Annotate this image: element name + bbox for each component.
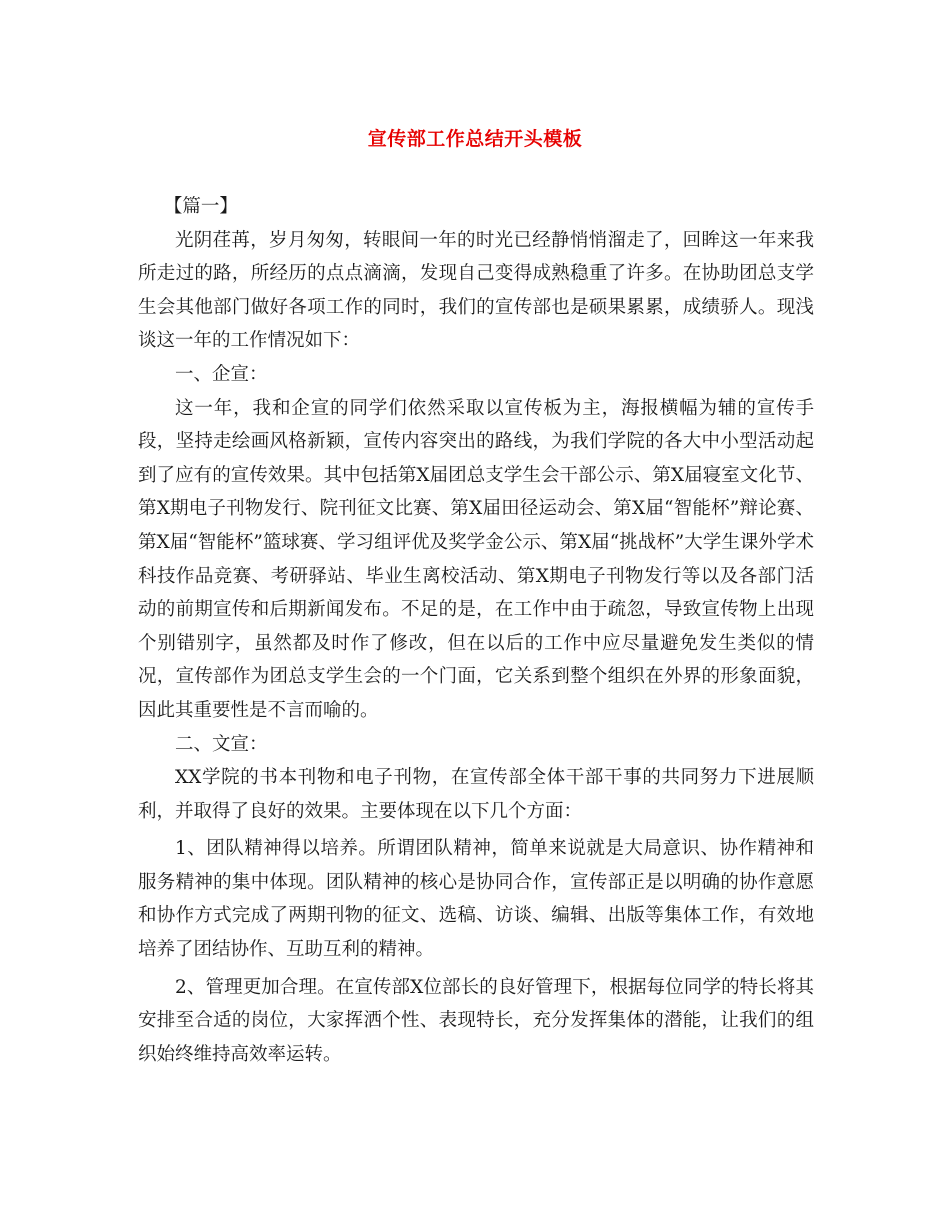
paragraph-team-spirit: 1、团队精神得以培养。所谓团队精神，简单来说就是大局意识、协作精神和服务精神的集中体现。团队精神的核心是协同合作，宣传部正是以明确的协作意愿和协作方式完成了两期刊物的征文、选稿、访谈、编辑、出版等集体工作，有效地培养了团结协作、互助互利的精神。 [138, 838, 814, 961]
paragraph-intro: 光阴荏苒，岁月匆匆，转眼间一年的时光已经静悄悄溜走了，回眸这一年来我所走过的路，所经历的点点滴滴，发现自己变得成熟稳重了许多。在协助团总支学生会其他部门做好各项工作的同时，我们的宣传部也是硕果累累，成绩骄人。现浅谈这一年的工作情况如下： [138, 229, 814, 352]
paragraph-corporate-publicity: 这一年，我和企宣的同学们依然采取以宣传板为主，海报横幅为辅的宣传手段，坚持走绘画风格新颖，宣传内容突出的路线，为我们学院的各大中小型活动起到了应有的宣传效果。其中包括第X届团总支学生会干部公示、第X届寝室文化节、第X期电子刊物发行、院刊征文比赛、第X届田径运动会、第X届“智能杯”辩论赛、第X届“智能杯”篮球赛、学习组评优及奖学金公示、第X届“挑战杯”大学生课外学术科技作品竞赛、考研驿站、毕业生离校活动、第X期电子刊物发行等以及各部门活动的前期宣传和后期新闻发布。不足的是，在工作中由于疏忽，导致宣传物上出现个别错别字，虽然都及时作了修改，但在以后的工作中应尽量避免发生类似的情况，宣传部作为团总支学生会的一个门面，它关系到整个组织在外界的形象面貌，因此其重要性是不言而喻的。 [138, 397, 814, 721]
paragraph-management: 2、管理更加合理。在宣传部X位部长的良好管理下，根据每位同学的特长将其安排至合适的岗位，大家挥洒个性、表现特长，充分发挥集体的潜能，让我们的组织始终维持高效率运转。 [138, 976, 814, 1065]
document-title: 宣传部工作总结开头模板 [367, 128, 583, 150]
section-heading-literary-publicity: 二、文宣： [175, 733, 268, 755]
paragraph-literary-publicity: XX学院的书本刊物和电子刊物，在宣传部全体干部干事的共同努力下进展顺利，并取得了良好的效果。主要体现在以下几个方面： [138, 767, 814, 822]
section-heading-corporate-publicity: 一、企宣： [175, 363, 268, 385]
section-heading-part-one: 【篇一】 [163, 196, 238, 217]
document-body [138, 190, 814, 1071]
